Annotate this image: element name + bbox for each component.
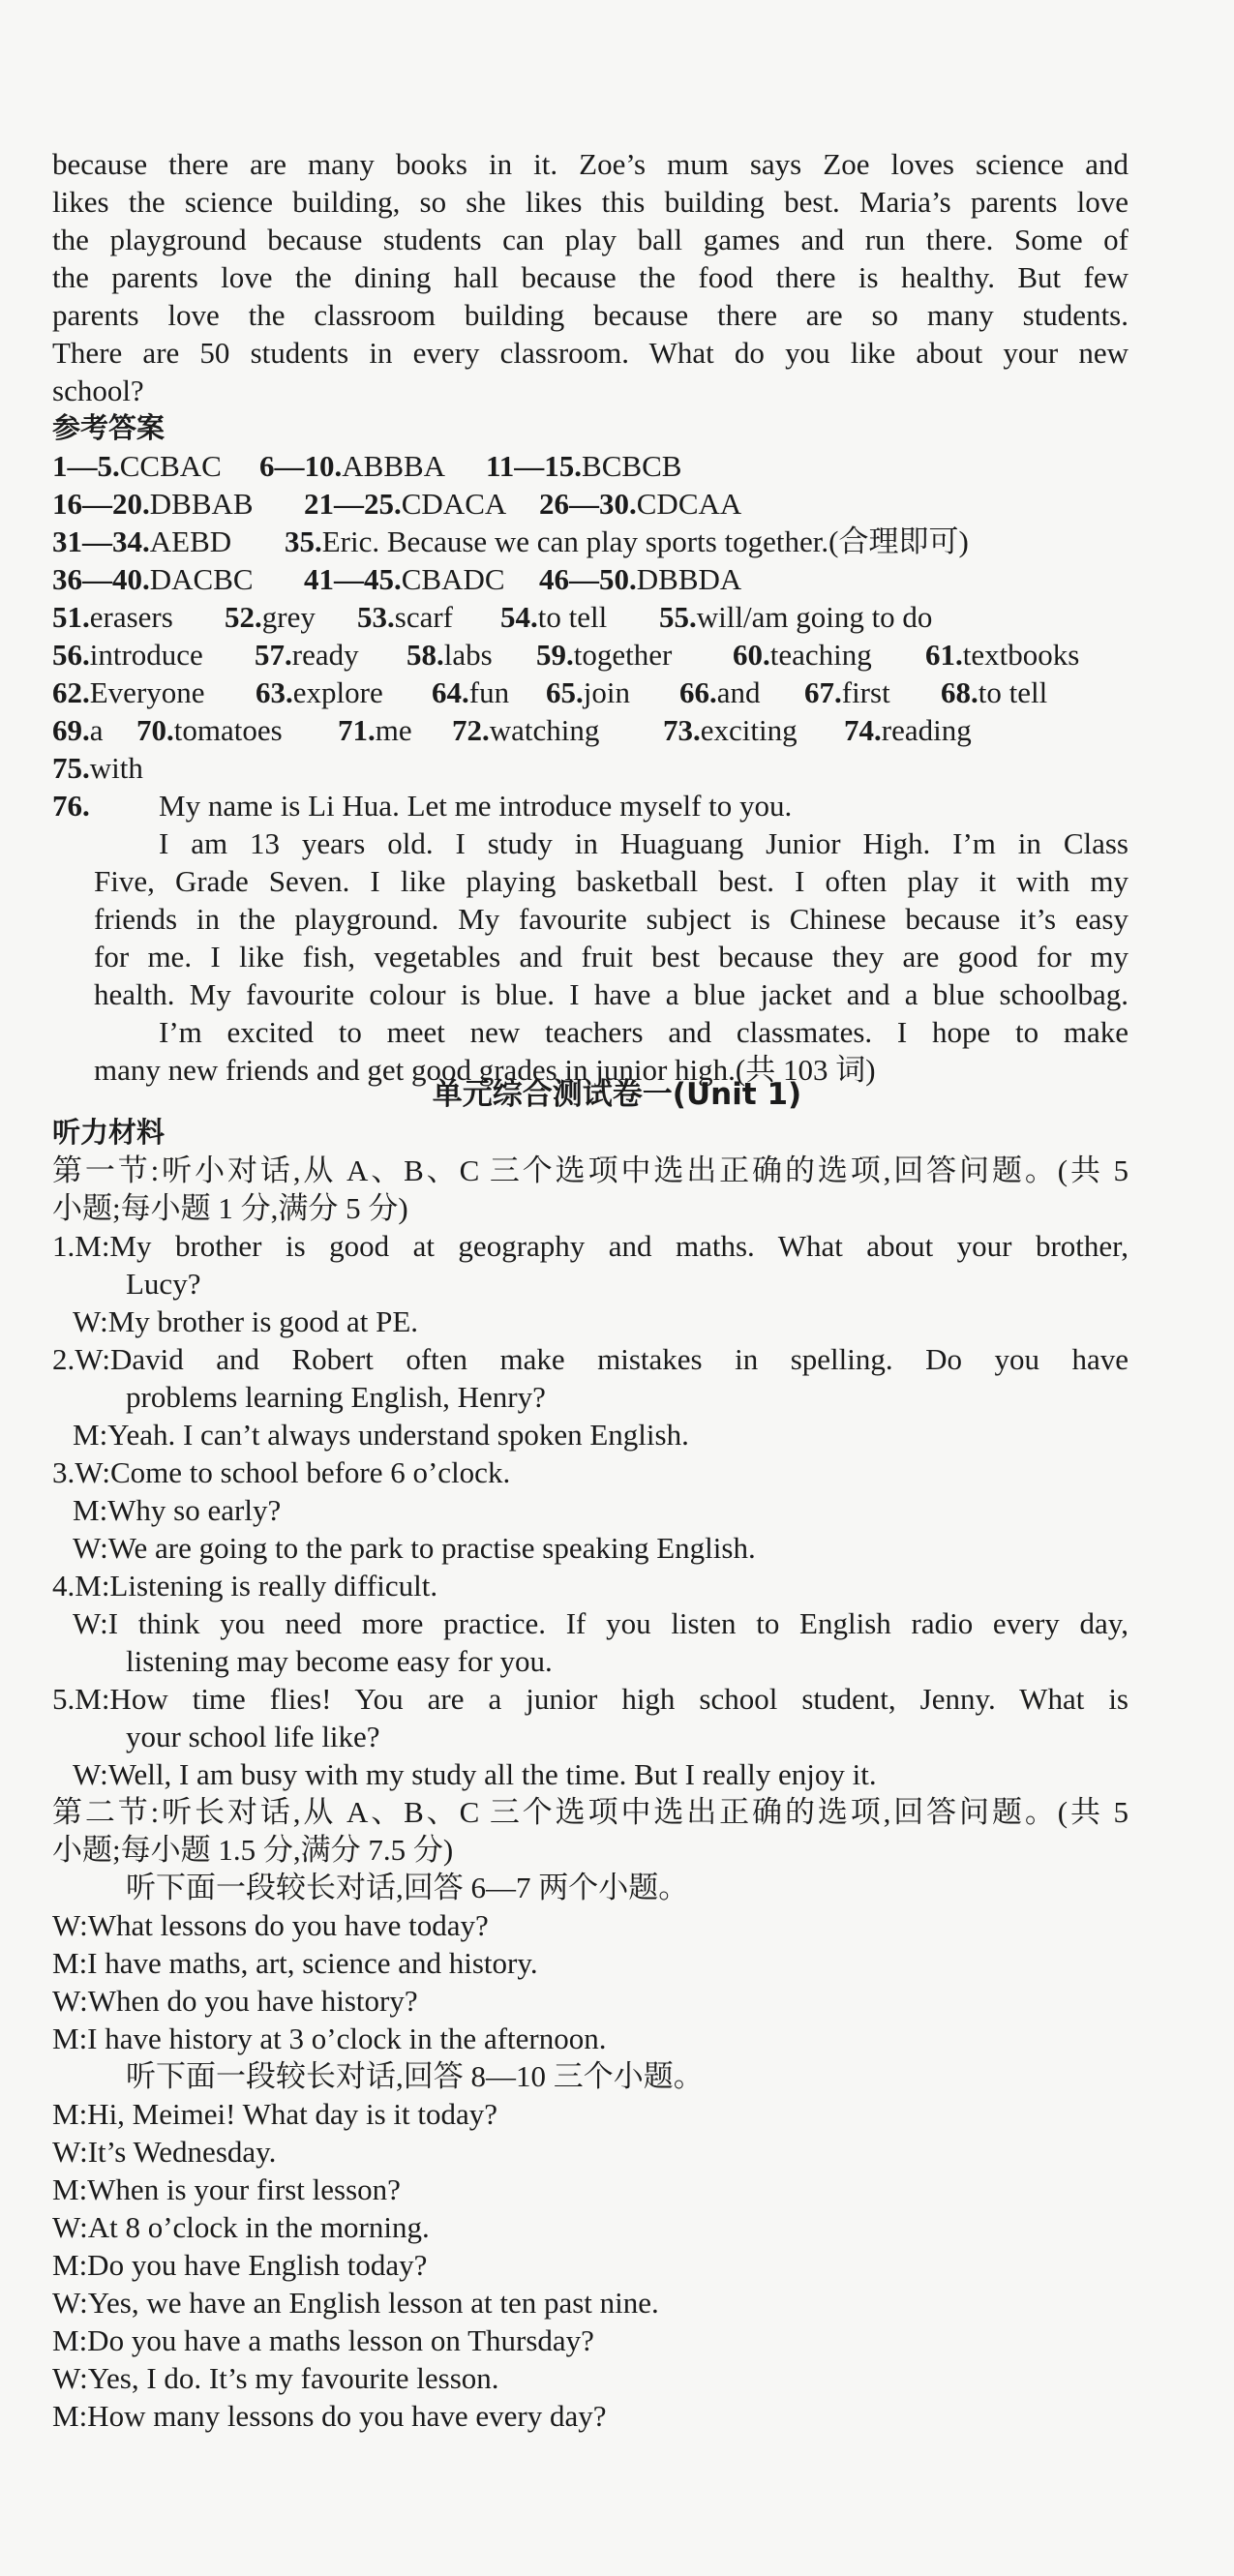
answer-item: 54.to tell [500,600,608,634]
dialogue-line: W:What lessons do you have today? [52,1908,489,1942]
dialogue-line: W:We are going to the park to practise speaking English. [73,1531,756,1565]
dialogue-line: M:Why so early? [73,1493,282,1527]
dialogue-line: W:My brother is good at PE. [73,1304,419,1338]
passage-line: the playground because students can play ball games and run there. Some of [52,223,1129,256]
passage-line: parents love the classroom building because there are so many students. [52,298,1129,332]
dialogue-line: W:Well, I am busy with my study all the time. But I really enjoy it. [73,1757,877,1791]
answer-item: 75.with [52,751,143,785]
dialogue-line: W:At 8 o’clock in the morning. [52,2210,430,2244]
answer-item: 62.Everyone [52,675,205,709]
answer-item: 70.tomatoes [136,713,283,747]
answer-item: 58.labs [406,638,493,672]
passage-line: There are 50 students in every classroom. What do you like about your new [52,336,1129,370]
dialogue-line: your school life like? [126,1720,380,1753]
answer-item: 57.ready [255,638,359,672]
dialogue-line: 5.M:How time flies! You are a junior high school student, Jenny. What is [52,1682,1129,1716]
passage-line: likes the science building, so she likes this building best. Maria’s parents love [52,185,1129,219]
test-title: 单元综合测试卷一(Unit 1) [432,1077,802,1112]
answer-item: 63.explore [256,675,383,709]
dialogue-line: 2.W:David and Robert often make mistakes in spelling. Do you have [52,1342,1129,1376]
answer-item: 72.watching [452,713,600,747]
answer-item: 26—30.CDCAA [539,487,742,521]
answer-item: 60.teaching [733,638,872,672]
answer-item: 6—10.ABBBA [259,449,446,483]
dialogue-line: W:I think you need more practice. If you listen to English radio every day, [73,1606,1129,1640]
dialogue-line: M:Hi, Meimei! What day is it today? [52,2097,498,2131]
long-dialogue-intro: 听下面一段较长对话,回答 8—10 三个小题。 [126,2059,704,2093]
dialogue-line: 1.M:My brother is good at geography and maths. What about your brother, [52,1229,1129,1263]
dialogue-line: 4.M:Listening is really difficult. [52,1569,438,1603]
answer-item: 16—20.DBBAB [52,487,254,521]
section-instruction: 第一节:听小对话,从 A、B、C 三个选项中选出正确的选项,回答问题。(共 5 [52,1153,1129,1187]
essay-line: My name is Li Hua. Let me introduce myself to you. [159,789,793,823]
listening-heading: 听力材料 [52,1116,166,1149]
section-instruction: 小题;每小题 1.5 分,满分 7.5 分) [52,1833,454,1867]
answer-item: 11—15.BCBCB [486,449,682,483]
passage-line: because there are many books in it. Zoe’s mum says Zoe loves science and [52,147,1129,181]
answer-item: 21—25.CDACA [304,487,507,521]
answer-item: 51.erasers [52,600,173,634]
dialogue-line: M:Do you have a maths lesson on Thursday? [52,2323,594,2357]
dialogue-line: listening may become easy for you. [126,1644,553,1678]
essay-line: friends in the playground. My favourite subject is Chinese because it’s easy [94,902,1129,936]
long-dialogue-intro: 听下面一段较长对话,回答 6—7 两个小题。 [126,1871,689,1904]
answer-item: 35.Eric. Because we can play sports together.(合理即可) [285,524,969,558]
dialogue-line: M:Yeah. I can’t always understand spoken English. [73,1418,689,1452]
section-instruction: 第二节:听长对话,从 A、B、C 三个选项中选出正确的选项,回答问题。(共 5 [52,1795,1129,1829]
dialogue-line: W:When do you have history? [52,1984,418,2018]
dialogue-line: W:Yes, I do. It’s my favourite lesson. [52,2361,499,2395]
answer-item: 68.to tell [941,675,1048,709]
answer-item: 67.first [804,675,890,709]
answer-item: 36—40.DACBC [52,562,254,596]
dialogue-line: problems learning English, Henry? [126,1380,546,1414]
answer-item: 53.scarf [357,600,453,634]
essay-line: for me. I like fish, vegetables and fruit best because they are good for my [94,940,1129,973]
essay-line: Five, Grade Seven. I like playing basketball best. I often play it with my [94,864,1129,898]
answer-item: 74.reading [844,713,972,747]
answer-item: 46—50.DBBDA [539,562,742,596]
dialogue-line: W:Yes, we have an English lesson at ten past nine. [52,2286,659,2320]
essay-line: health. My favourite colour is blue. I have a blue jacket and a blue schoolbag. [94,977,1129,1011]
essay-number: 76. [52,789,90,823]
answer-item: 1—5.CCBAC [52,449,222,483]
answer-item: 61.textbooks [925,638,1080,672]
dialogue-line: M:I have history at 3 o’clock in the afternoon. [52,2022,607,2055]
answer-item: 31—34.AEBD [52,524,232,558]
answer-item: 41—45.CBADC [304,562,505,596]
dialogue-line: M:How many lessons do you have every day? [52,2399,607,2433]
answer-item: 56.introduce [52,638,203,672]
answer-item: 59.together [536,638,673,672]
passage-line: school? [52,374,144,407]
section-instruction: 小题;每小题 1 分,满分 5 分) [52,1191,408,1225]
answer-item: 66.and [679,675,761,709]
essay-line: I’m excited to meet new teachers and classmates. I hope to make [159,1015,1129,1049]
dialogue-line: Lucy? [126,1267,201,1301]
answer-item: 52.grey [225,600,316,634]
answer-item: 73.exciting [663,713,798,747]
answers-heading: 参考答案 [52,411,166,444]
answer-item: 65.join [546,675,630,709]
passage-line: the parents love the dining hall because the food there is healthy. But few [52,260,1129,294]
answer-item: 69.a [52,713,104,747]
answer-item: 55.will/am going to do [659,600,933,634]
dialogue-line: M:When is your first lesson? [52,2172,401,2206]
dialogue-line: 3.W:Come to school before 6 o’clock. [52,1455,511,1489]
essay-line: many new friends and get good grades in junior high.(共 103 词) [94,1053,876,1087]
dialogue-line: W:It’s Wednesday. [52,2135,277,2169]
essay-line: I am 13 years old. I study in Huaguang Junior High. I’m in Class [159,826,1129,860]
answer-item: 64.fun [432,675,510,709]
dialogue-line: M:Do you have English today? [52,2248,428,2282]
dialogue-line: M:I have maths, art, science and history. [52,1946,538,1980]
answer-item: 71.me [338,713,412,747]
